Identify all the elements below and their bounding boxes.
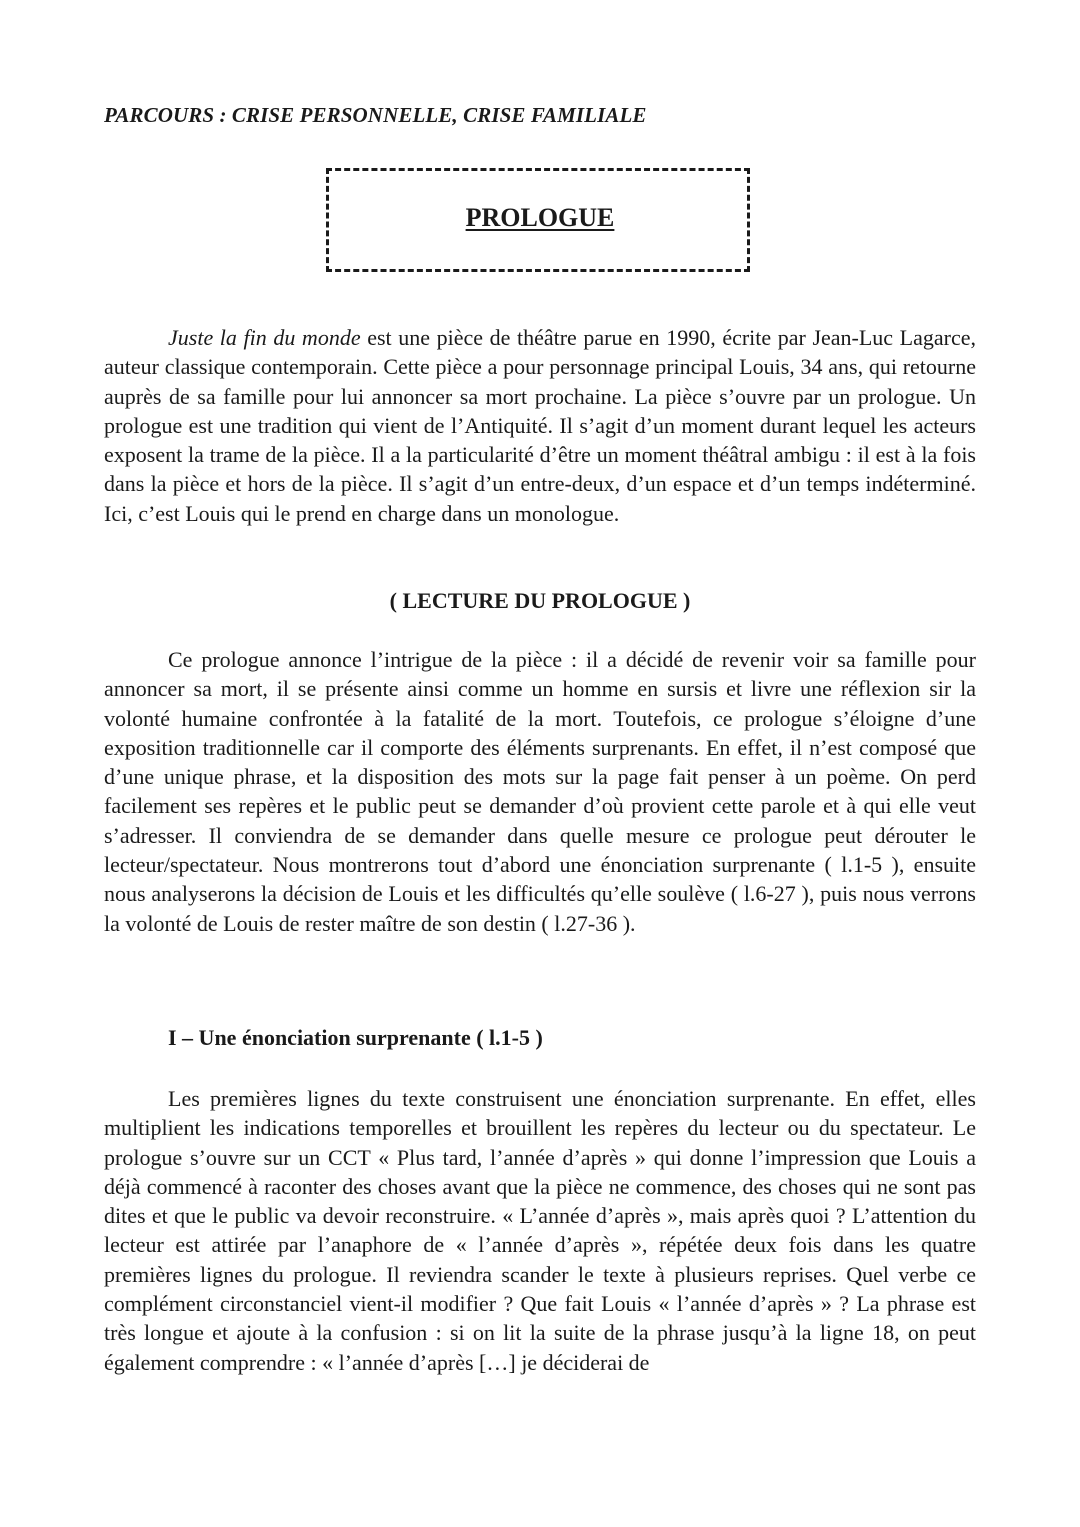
section-heading: I – Une énonciation surprenante ( l.1-5 ) [168,1025,543,1050]
analysis-paragraph: Ce prologue annonce l’intrigue de la pièce : il a décidé de revenir voir sa famille pour annoncer sa mort, il se présente ainsi comme un homme en sursis et livre une réflexion sir la volonté humaine confrontée à la fatalité de la mort. Toutefois, ce prologue s’éloigne d’une exposition traditionnelle car il comporte des éléments surprenants. En effet, il n’est composé que d’une unique phrase, et la disposition des mots sur la page fait penser à un poème. On perd facilement ses repères et le public peut se demander d’où provient cette parole et à qui elle veut s’adresser. Il conviendra de se demander dans quelle mesure ce prologue peut dérouter le lecteur/spectateur. Nous montrerons tout d’abord une énonciation surprenante ( l.1-5 ), ensuite nous analyserons la décision de Louis et les difficultés qu’elle soulève ( l.6-27 ), puis nous verrons la volonté de Louis de rester maître de son destin ( l.27-36 ). [104,647,976,936]
reading-note: ( LECTURE DU PROLOGUE ) [389,588,691,613]
section-paragraph: Les premières lignes du texte construisent une énonciation surprenante. En effet, elles multiplient les indications temporelles et brouillent les repères du lecteur ou du spectateur. Le prologue s’ouvre sur un CCT « Plus tard, l’année d’après » qui donne l’impression que Louis a déjà commencé à raconter des choses avant que la pièce ne commence, des choses qui ne sont pas dites et que le public va devoir reconstruire. « L’année d’après », mais après quoi ? L’attention du lecteur est attirée par l’anaphore de « l’année d’après », répétée deux fois dans les quatre premières lignes du prologue. Il reviendra scander le texte à plusieurs reprises. Quel verbe ce complément circonstanciel vient-il modifier ? Que fait Louis « l’année d’après » ? La phrase est très longue et ajoute à la confusion : si on lit la suite de la phrase jusqu’à la ligne 18, on peut également comprendre : « l’année d’après […] je déciderai de [104,1086,976,1375]
intro-text: est une pièce de théâtre parue en 1990, écrite par Jean-Luc Lagarce, auteur classique contemporain. Cette pièce a pour personnage principal Louis, 34 ans, qui retourne auprès de sa famille pour lui annoncer sa mort prochaine. La pièce s’ouvre par un prologue. Un prologue est une tradition qui vient de l’Antiquité. Il s’agit d’un moment durant lequel les acteurs exposent la trame de la pièce. Il a la particularité d’être un moment théâtral ambigu : il est à la fois dans la pièce et hors de la pièce. Il s’agit d’un entre-deux, d’un espace et d’un temps indéterminé. Ici, c’est Louis qui le prend en charge dans un monologue. [104,325,976,526]
page-title: PROLOGUE [465,203,615,232]
work-title: Juste la fin du monde [168,325,361,350]
intro-paragraph [104,323,976,528]
parcours-heading: PARCOURS : CRISE PERSONNELLE, CRISE FAMILIALE [104,103,647,127]
